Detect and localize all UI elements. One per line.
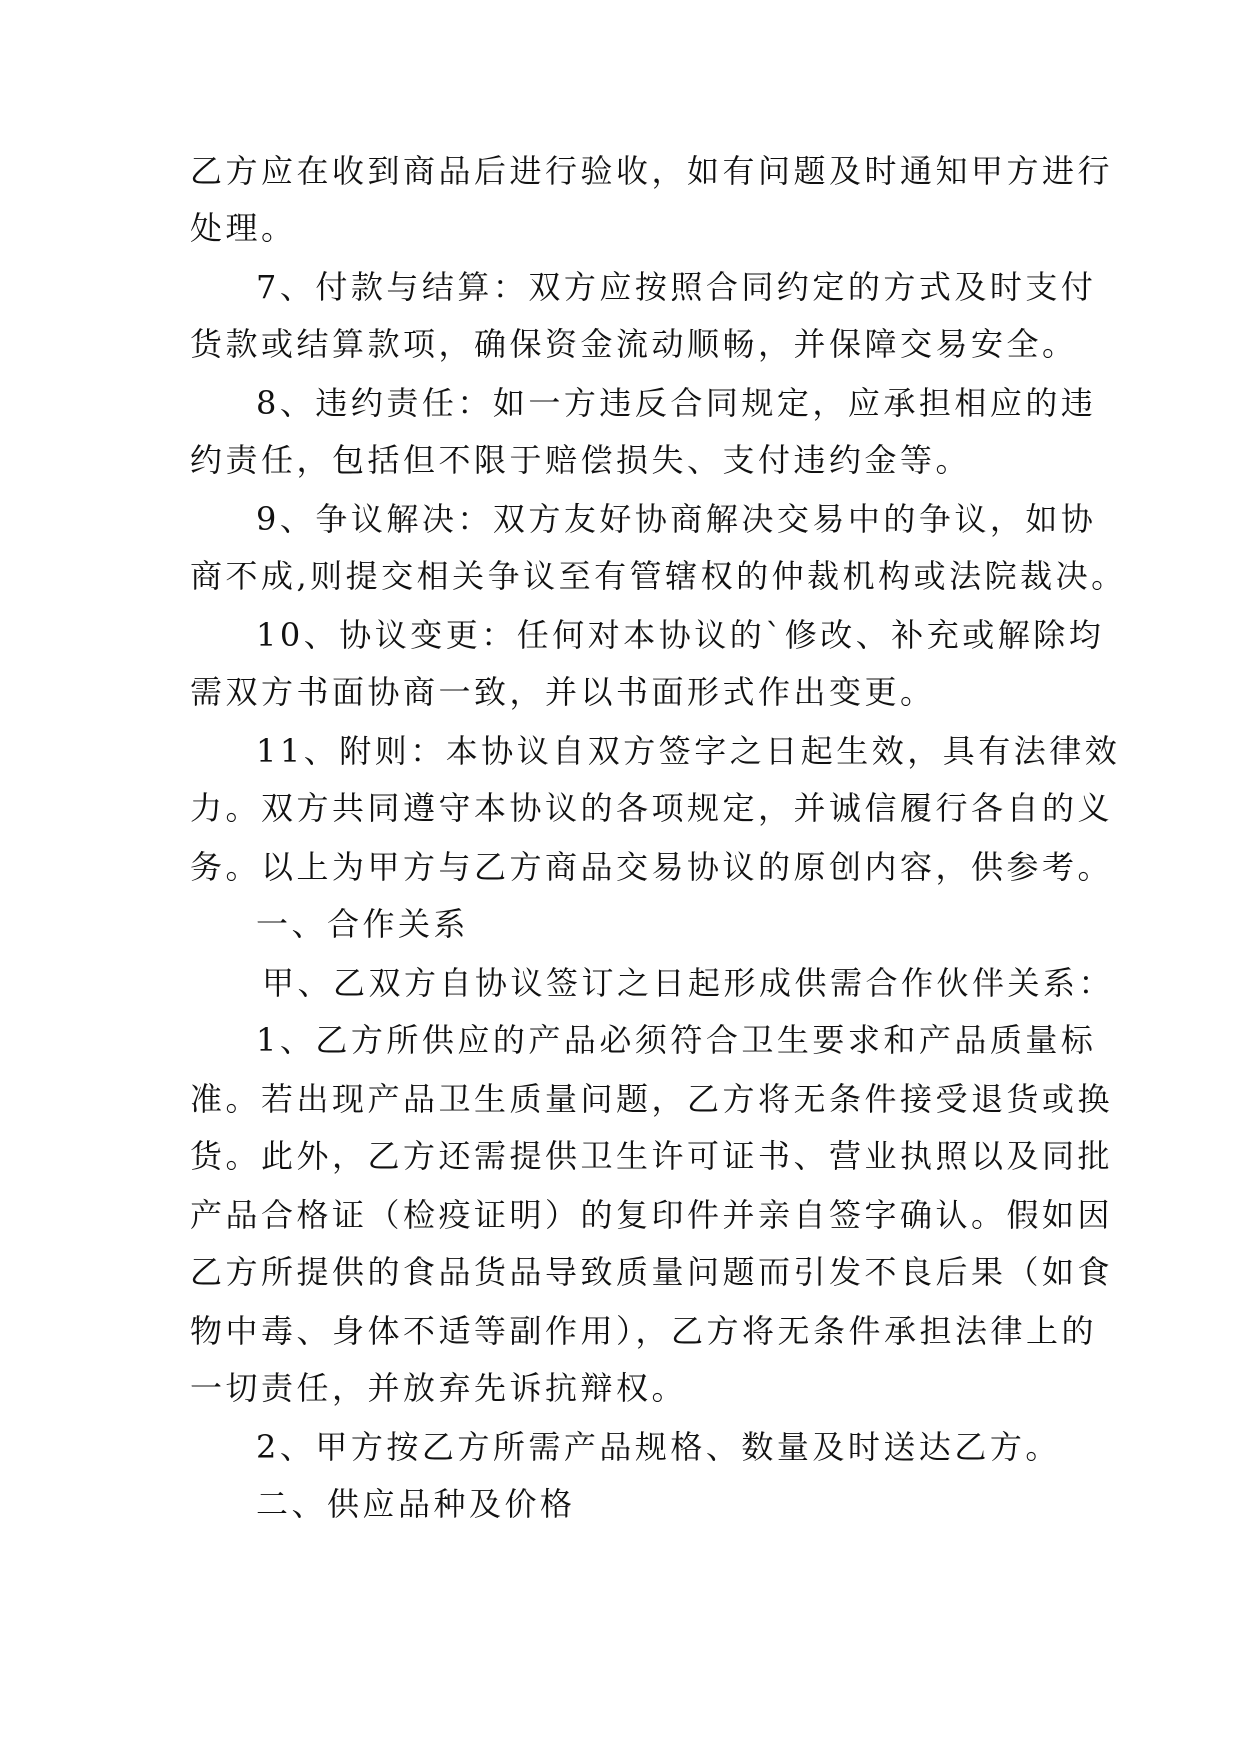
paragraph-line: 货款或结算款项，确保资金流动顺畅，并保障交易安全。 bbox=[190, 325, 1078, 363]
paragraph-line: 需双方书面协商一致，并以书面形式作出变更。 bbox=[190, 673, 936, 711]
paragraph-line: 货。此外，乙方还需提供卫生许可证书、营业执照以及同批 bbox=[190, 1137, 1114, 1175]
paragraph-line: 乙方所提供的食品货品导致质量问题而引发不良后果（如食 bbox=[190, 1253, 1114, 1291]
paragraph-line: 乙方应在收到商品后进行验收，如有问题及时通知甲方进行 bbox=[190, 152, 1114, 190]
paragraph-line: 务。以上为甲方与乙方商品交易协议的原创内容，供参考。 bbox=[190, 848, 1114, 886]
section-heading-2: 二、供应品种及价格 bbox=[256, 1485, 576, 1523]
clause-10-line: 10、协议变更：任何对本协议的`修改、补充或解除均 bbox=[256, 616, 1105, 654]
paragraph-line: 甲、乙双方自协议签订之日起形成供需合作伙伴关系： bbox=[262, 964, 1115, 1002]
paragraph-line: 准。若出现产品卫生质量问题，乙方将无条件接受退货或换 bbox=[190, 1080, 1114, 1118]
clause-8-line: 8、违约责任：如一方违反合同规定，应承担相应的违 bbox=[256, 384, 1097, 422]
paragraph-line: 约责任，包括但不限于赔偿损失、支付违约金等。 bbox=[190, 441, 972, 479]
paragraph-line: 产品合格证（检疫证明）的复印件并亲自签字确认。假如因 bbox=[190, 1196, 1114, 1234]
paragraph-line: 物中毒、身体不适等副作用），乙方将无条件承担法律上的 bbox=[190, 1312, 1098, 1350]
clause-11-line: 11、附则：本协议自双方签字之日起生效，具有法律效 bbox=[256, 732, 1121, 770]
clause-7-line: 7、付款与结算：双方应按照合同约定的方式及时支付 bbox=[256, 268, 1097, 306]
paragraph-line: 一切责任，并放弃先诉抗辩权。 bbox=[190, 1369, 688, 1407]
item-2-line: 2、甲方按乙方所需产品规格、数量及时送达乙方。 bbox=[256, 1428, 1061, 1466]
section-heading-1: 一、合作关系 bbox=[256, 905, 470, 943]
paragraph-line: 商不成,则提交相关争议至有管辖权的仲裁机构或法院裁决。 bbox=[190, 557, 1127, 595]
clause-9-line: 9、争议解决：双方友好协商解决交易中的争议，如协 bbox=[256, 500, 1097, 538]
paragraph-line: 处理。 bbox=[190, 209, 297, 247]
item-1-line: 1、乙方所供应的产品必须符合卫生要求和产品质量标 bbox=[256, 1021, 1097, 1059]
paragraph-line: 力。双方共同遵守本协议的各项规定，并诚信履行各自的义 bbox=[190, 789, 1114, 827]
